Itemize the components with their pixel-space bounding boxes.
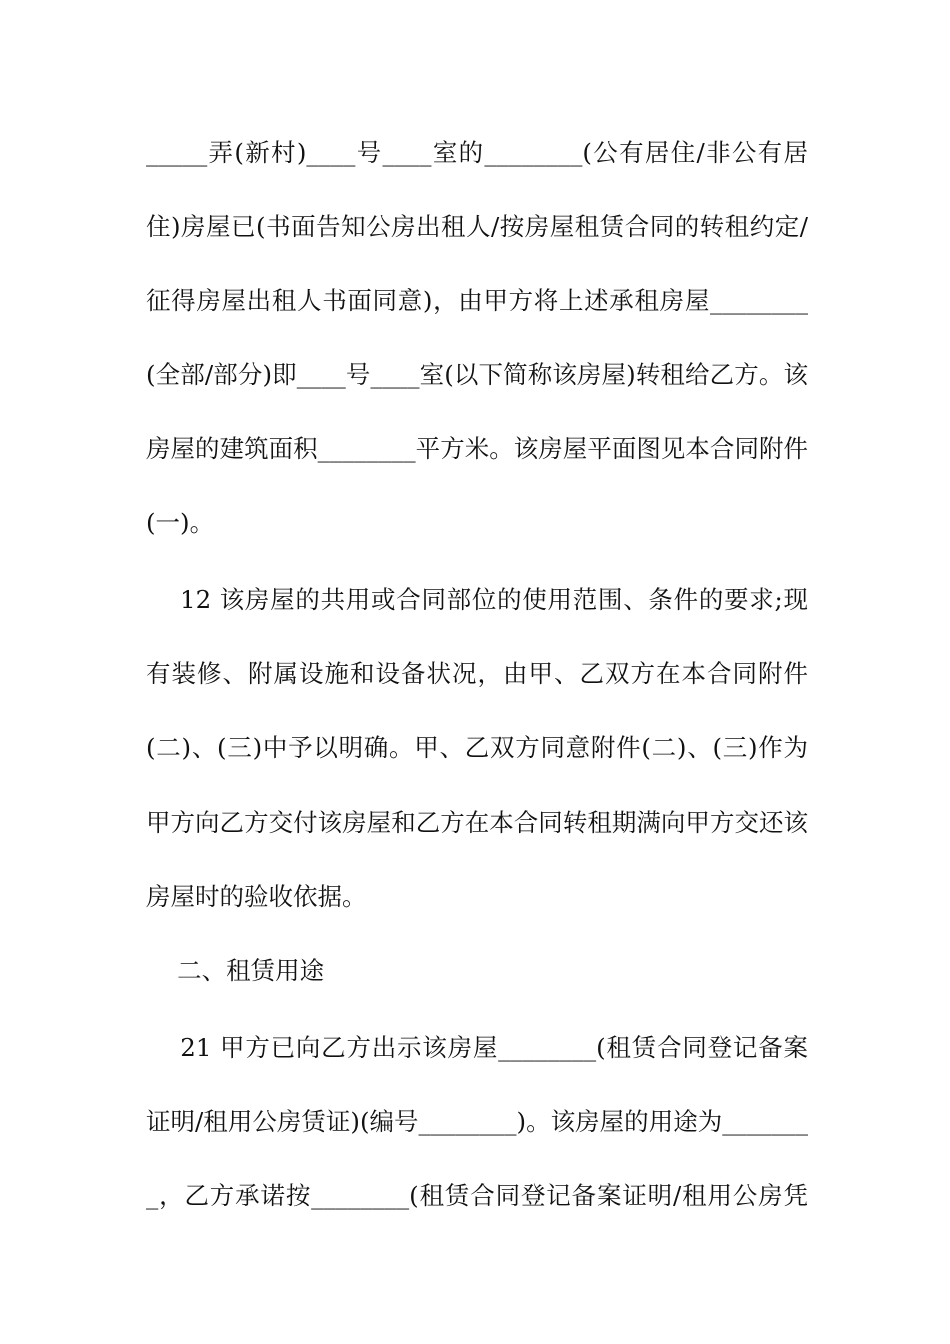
text-line: (全部/部分)即____号____室(以下简称该房屋)转租给乙方。该 bbox=[146, 360, 808, 389]
text-line: _，乙方承诺按________(租赁合同登记备案证明/租用公房凭 bbox=[146, 1181, 808, 1210]
text-line: 12 该房屋的共用或合同部位的使用范围、条件的要求;现 bbox=[146, 585, 808, 614]
section-heading: 二、租赁用途 bbox=[146, 956, 325, 985]
text-line: (二)、(三)中予以明确。甲、乙双方同意附件(二)、(三)作为 bbox=[146, 733, 808, 762]
text-line: 征得房屋出租人书面同意)，由甲方将上述承租房屋________ bbox=[146, 286, 808, 315]
text-line: 有装修、附属设施和设备状况，由甲、乙双方在本合同附件 bbox=[146, 659, 808, 688]
text-line: 房屋的建筑面积________平方米。该房屋平面图见本合同附件 bbox=[146, 434, 808, 463]
text-line: 房屋时的验收依据。 bbox=[146, 882, 367, 911]
text-line: (一)。 bbox=[146, 508, 215, 537]
text-line: 21 甲方已向乙方出示该房屋________(租赁合同登记备案 bbox=[146, 1033, 808, 1062]
text-line: 住)房屋已(书面告知公房出租人/按房屋租赁合同的转租约定/ bbox=[146, 212, 808, 241]
text-line: 甲方向乙方交付该房屋和乙方在本合同转租期满向甲方交还该 bbox=[146, 808, 808, 837]
text-line: 证明/租用公房赁证)(编号________)。该房屋的用途为_______ bbox=[146, 1107, 808, 1136]
text-line: _____弄(新村)____号____室的________(公有居住/非公有居 bbox=[146, 138, 808, 167]
